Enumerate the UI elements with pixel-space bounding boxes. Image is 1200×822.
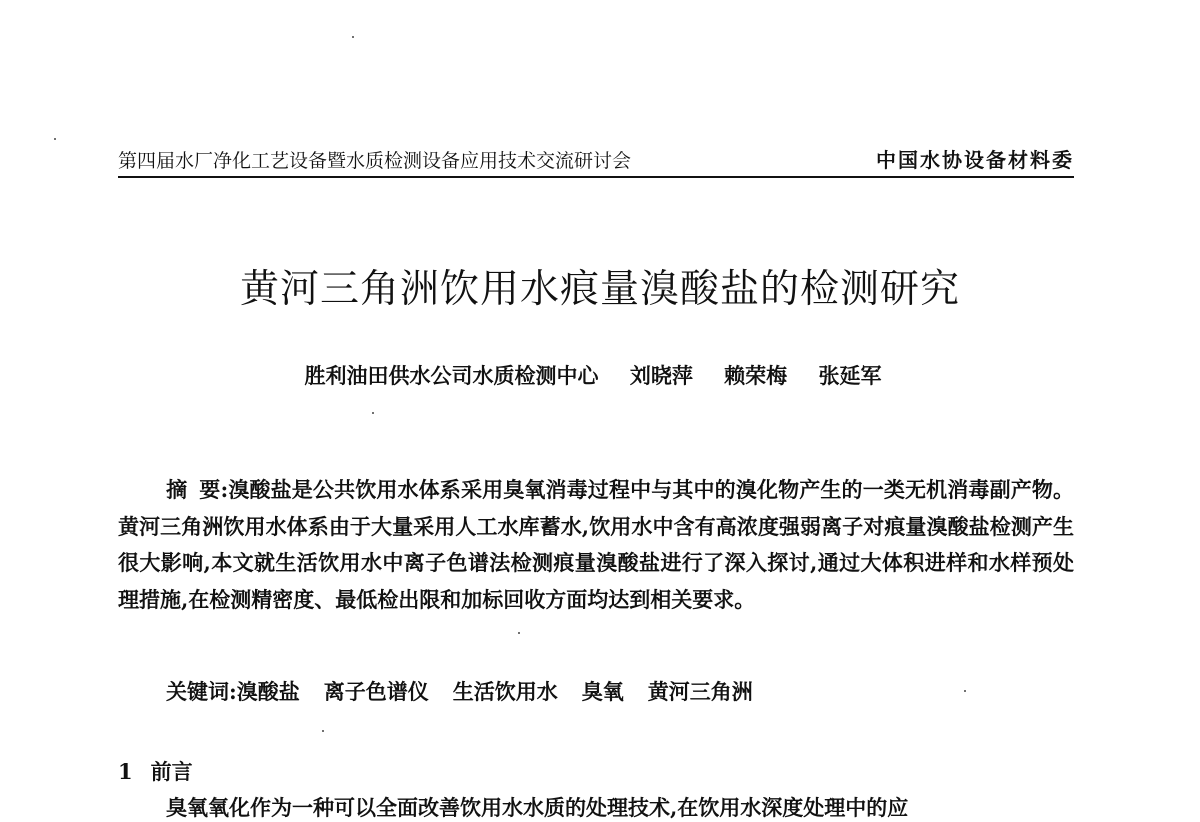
section-number: 1 — [118, 759, 133, 784]
scan-speck — [54, 138, 56, 140]
section-heading — [118, 756, 193, 786]
keyword: 溴酸盐 — [236, 679, 300, 704]
organization-name: 中国水协设备材料委 — [876, 148, 1074, 172]
scan-speck — [372, 412, 374, 414]
abstract-text: 溴酸盐是公共饮用水体系采用臭氧消毒过程中与其中的溴化物产生的一类无机消毒副产物。黄河三角洲饮用水体系由于大量采用人工水库蓄水,饮用水中含有高浓度强弱离子对痕量溴酸盐检测产生很大影响,本文就生活饮用水中离子色谱法检测痕量溴酸盐进行了深入探讨,通过大体积进样和水样预处理措施,在检测精密度、最低检出限和加标回收方面均达到相关要求。 — [118, 477, 1074, 612]
author-name: 赖荣梅 — [724, 363, 788, 388]
scan-speck — [964, 690, 966, 692]
paper-title: 黄河三角洲饮用水痕量溴酸盐的检测研究 — [239, 267, 960, 312]
abstract-label-tail: 要: — [199, 477, 229, 502]
keyword: 离子色谱仪 — [323, 679, 429, 704]
author-line — [0, 360, 1186, 390]
scan-speck — [518, 632, 520, 634]
author-name: 刘晓萍 — [629, 363, 693, 388]
section-title: 前言 — [150, 759, 193, 784]
conference-name: 第四届水厂净化工艺设备暨水质检测设备应用技术交流研讨会 — [118, 150, 632, 172]
keyword: 臭氧 — [581, 679, 624, 704]
keyword: 黄河三角洲 — [647, 679, 753, 704]
abstract — [118, 472, 1074, 618]
keyword: 生活饮用水 — [452, 679, 558, 704]
scan-speck — [352, 36, 354, 38]
author-name: 张延军 — [818, 363, 882, 388]
keywords — [166, 676, 1074, 706]
running-header — [118, 146, 1074, 178]
abstract-label: 摘 — [166, 477, 200, 502]
scan-speck — [322, 730, 324, 732]
keywords-label: 关键词: — [166, 679, 237, 704]
affiliation: 胜利油田供水公司水质检测中心 — [304, 363, 599, 388]
section-body-partial: 臭氧氧化作为一种可以全面改善饮用水水质的处理技术,在饮用水深度处理中的应 — [166, 795, 909, 820]
